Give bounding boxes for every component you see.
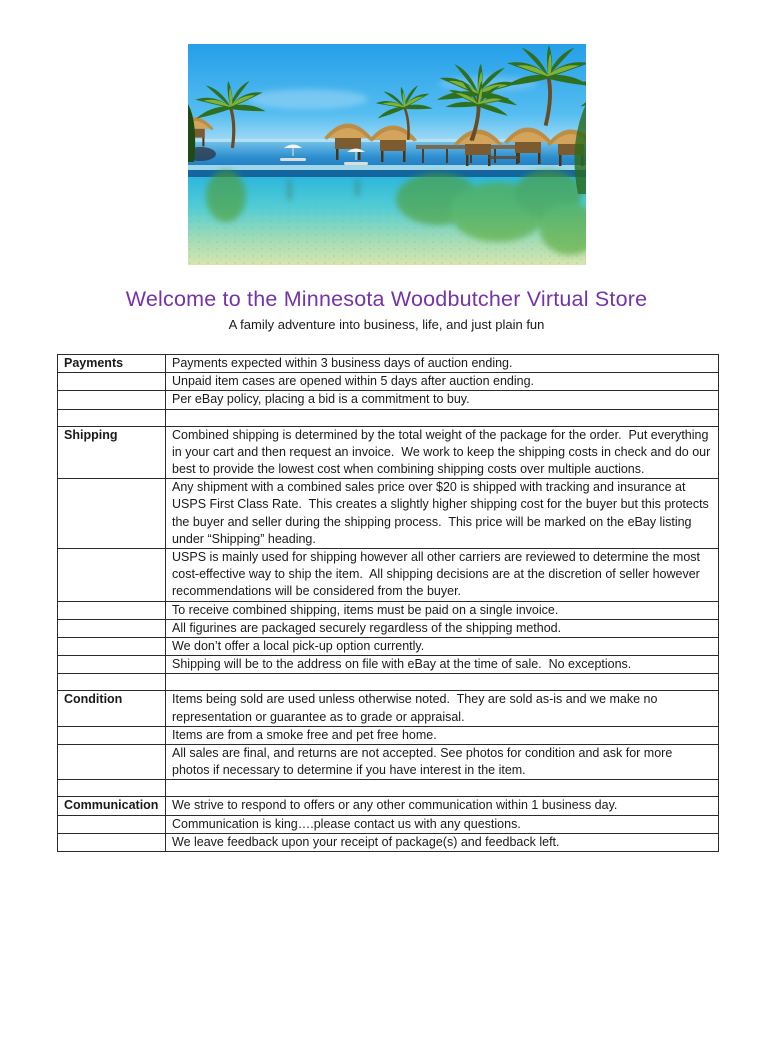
policy-row bbox=[58, 726, 719, 744]
category-cell bbox=[58, 726, 166, 744]
policy-row bbox=[58, 638, 719, 656]
policy-text-cell bbox=[166, 674, 719, 691]
policy-text-cell: Unpaid item cases are opened within 5 days after auction ending. bbox=[166, 373, 719, 391]
policy-section-row-shipping bbox=[58, 426, 719, 479]
policy-text-cell: All sales are final, and returns are not accepted. See photos for condition and ask for more photos if necessary to determine if you have interest in the item. bbox=[166, 745, 719, 780]
policy-row bbox=[58, 656, 719, 674]
category-cell bbox=[58, 780, 166, 797]
policy-text-cell: Payments expected within 3 business days of auction ending. bbox=[166, 355, 719, 373]
policy-row bbox=[58, 391, 719, 409]
category-cell bbox=[58, 745, 166, 780]
category-cell bbox=[58, 479, 166, 549]
policy-row bbox=[58, 619, 719, 637]
category-cell bbox=[58, 833, 166, 851]
category-cell: Condition bbox=[58, 691, 166, 726]
policy-row bbox=[58, 373, 719, 391]
category-cell bbox=[58, 549, 166, 602]
policy-row bbox=[58, 601, 719, 619]
category-cell bbox=[58, 373, 166, 391]
page-title: Welcome to the Minnesota Woodbutcher Virtual Store bbox=[125, 287, 648, 311]
category-cell bbox=[58, 656, 166, 674]
policy-text-cell bbox=[166, 409, 719, 426]
policy-row bbox=[58, 745, 719, 780]
policy-section-row-condition bbox=[58, 691, 719, 726]
lounger bbox=[488, 156, 518, 159]
spacer-row bbox=[58, 409, 719, 426]
policy-table-body bbox=[58, 355, 719, 852]
policy-text-cell: We strive to respond to offers or any other communication within 1 business day. bbox=[166, 797, 719, 815]
policy-text-cell: We leave feedback upon your receipt of package(s) and feedback left. bbox=[166, 833, 719, 851]
page-subtitle: A family adventure into business, life, and just plain fun bbox=[228, 317, 545, 332]
category-cell bbox=[58, 391, 166, 409]
policy-text-cell: Shipping will be to the address on file with eBay at the time of sale. No exceptions. bbox=[166, 656, 719, 674]
policy-text-cell: Items are from a smoke free and pet free home. bbox=[166, 726, 719, 744]
policy-row bbox=[58, 815, 719, 833]
policy-text-cell: Per eBay policy, placing a bid is a commitment to buy. bbox=[166, 391, 719, 409]
spacer-row bbox=[58, 780, 719, 797]
category-cell: Communication bbox=[58, 797, 166, 815]
policy-row bbox=[58, 833, 719, 851]
cloud bbox=[248, 89, 368, 109]
policy-text-cell: All figurines are packaged securely regardless of the shipping method. bbox=[166, 619, 719, 637]
policy-text-cell: USPS is mainly used for shipping however all other carriers are reviewed to determine the most cost-effective way to ship the item. All shipping decisions are at the discretion of seller however recommendations will be considered from the buyer. bbox=[166, 549, 719, 602]
policy-table bbox=[57, 354, 719, 852]
document-page bbox=[0, 44, 773, 1044]
policy-text-cell: Any shipment with a combined sales price over $20 is shipped with tracking and insurance at USPS First Class Rate. This creates a slightly higher shipping cost for the buyer but this protects the buyer and seller during the shipping process. This price will be marked on the eBay listing under “Shipping” heading. bbox=[166, 479, 719, 549]
category-cell: Payments bbox=[58, 355, 166, 373]
category-cell bbox=[58, 601, 166, 619]
policy-section-row-communication bbox=[58, 797, 719, 815]
policy-text-cell: We don’t offer a local pick-up option currently. bbox=[166, 638, 719, 656]
policy-section-row-payments bbox=[58, 355, 719, 373]
policy-text-cell: Communication is king….please contact us with any questions. bbox=[166, 815, 719, 833]
category-cell: Shipping bbox=[58, 426, 166, 479]
policy-text-cell: Combined shipping is determined by the total weight of the package for the order. Put everything in your cart and then request an invoice. We work to keep the shipping costs in check and do our best to provide the lowest cost when combining shipping costs over multiple auctions. bbox=[166, 426, 719, 479]
spacer-row bbox=[58, 674, 719, 691]
category-cell bbox=[58, 619, 166, 637]
policy-row bbox=[58, 549, 719, 602]
lounger bbox=[280, 158, 306, 161]
lounger bbox=[344, 162, 368, 165]
policy-text-cell: Items being sold are used unless otherwise noted. They are sold as-is and we make no representation or guarantee as to grade or appraisal. bbox=[166, 691, 719, 726]
category-cell bbox=[58, 638, 166, 656]
policy-text-cell: To receive combined shipping, items must be paid on a single invoice. bbox=[166, 601, 719, 619]
beach-resort-illustration bbox=[188, 44, 586, 265]
policy-text-cell bbox=[166, 780, 719, 797]
hero-image bbox=[188, 44, 586, 265]
category-cell bbox=[58, 409, 166, 426]
category-cell bbox=[58, 815, 166, 833]
category-cell bbox=[58, 674, 166, 691]
policy-row bbox=[58, 479, 719, 549]
